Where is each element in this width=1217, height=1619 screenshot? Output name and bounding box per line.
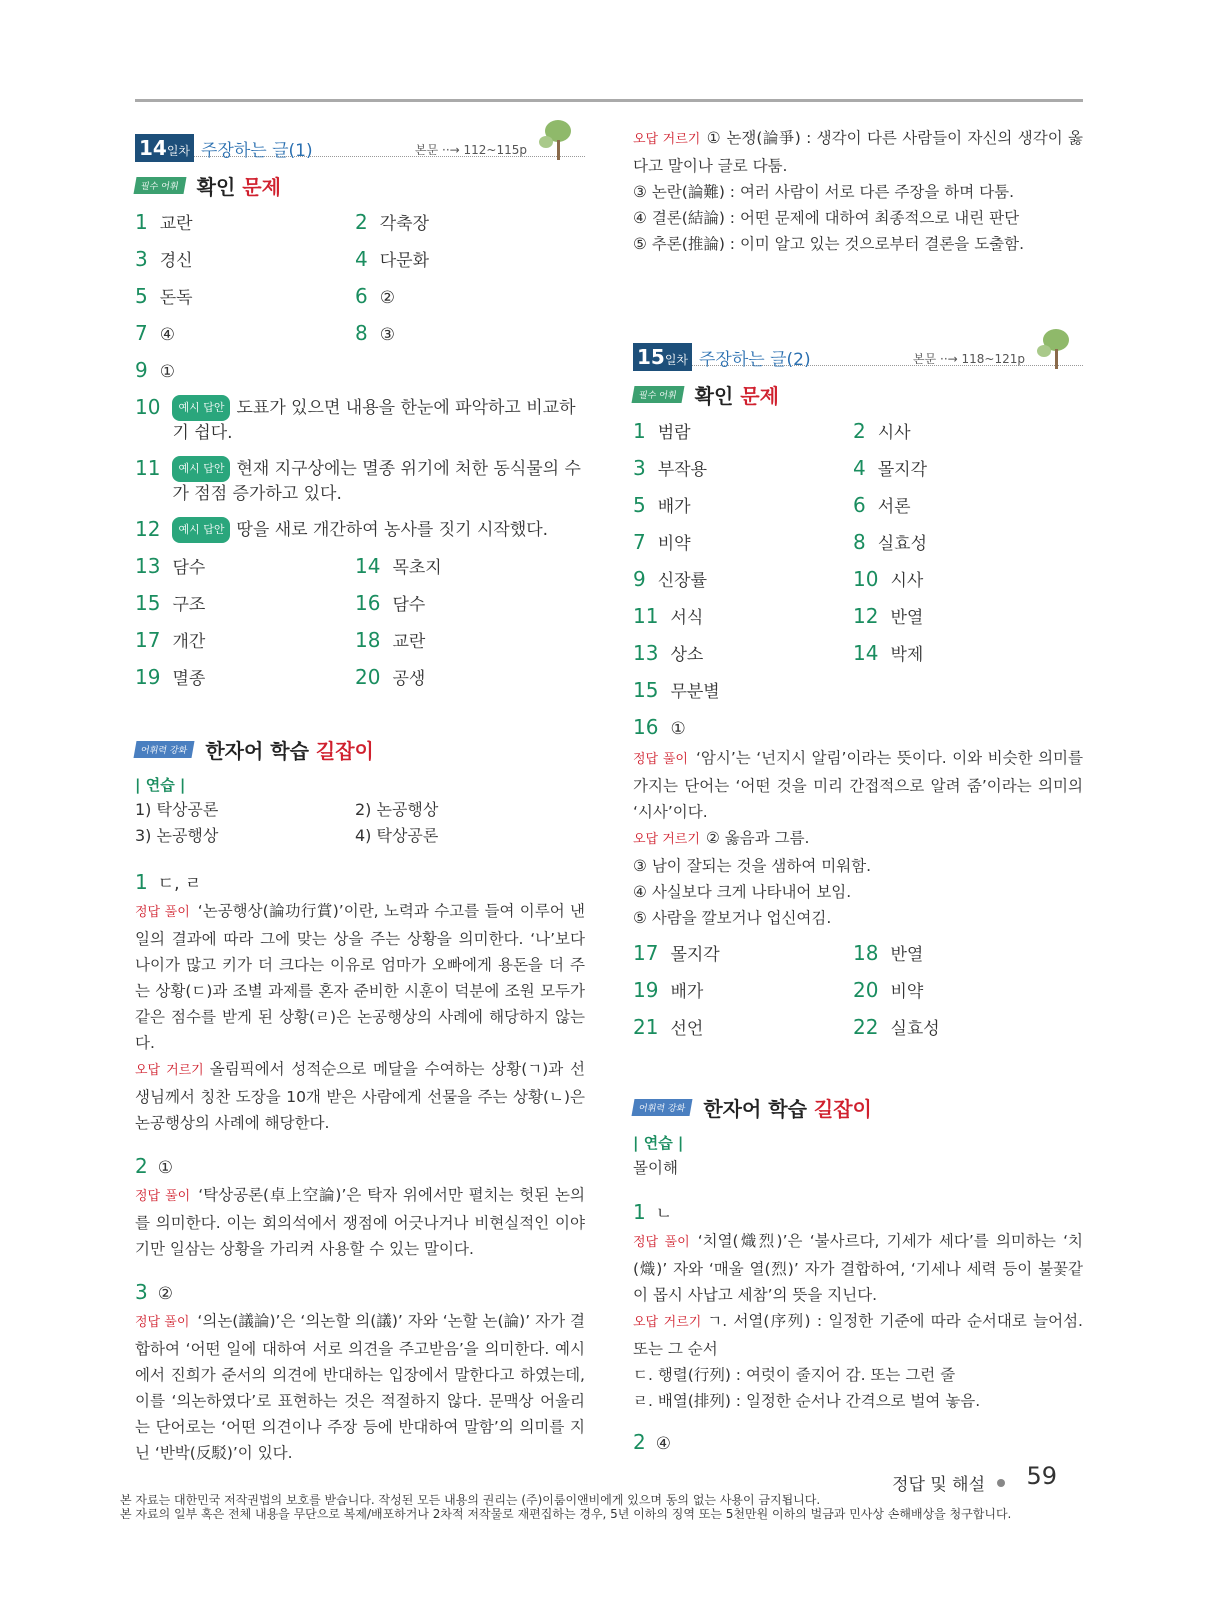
day-badge: 14일차 [135,134,194,162]
explanation: 정답 풀이 ‘치열(熾烈)’은 ‘불사르다, 기세가 세다’를 의미하는 ‘치(熾)’ 자와 ‘매울 열(烈)’ 자가 결합하여, ‘기세나 세력 등이 불꽃같이 몹시 사납고 세참’의 뜻을 지닌다. [633,1232,1083,1304]
page-reference: 본문 ··→ 118~121p [913,352,1025,366]
answer-item: 16 ① [633,715,686,739]
answer-grid [135,554,585,691]
answer-item: 20 비약 [853,978,924,1002]
answer-item: 4 다문화 [355,247,430,271]
explanation: 정답 풀이 ‘암시’는 ‘넌지시 알림’이라는 뜻이다. 이와 비슷한 의미를 가지는 단어는 ‘어떤 것을 미리 간접적으로 알려 줌’이라는 의미의 ‘시사’이다. [633,749,1083,821]
answer-item: 21 선언 [633,1015,704,1039]
wrong-answer-line: ⑤ 사람을 깔보거나 업신여김. [633,909,832,927]
answer-item: 19 멸종 [135,665,206,689]
section-title: 확인 문제 [196,175,281,199]
answer-item: 6 ② [355,284,395,308]
right-column [633,125,1083,1458]
day-badge: 15일차 [633,343,692,371]
explanation: 정답 풀이 ‘논공행상(論功行賞)’이란, 노력과 수고를 들여 이루어 낸 일의 결과에 따라 그에 맞는 상을 주는 상황을 의미한다. ‘나’보다 나이가 많고 키가 더 크다는 이유로 엄마가 오빠에게 용돈을 더 주는 상황(ㄷ)과 조별 과제를 혼자 준비한 시훈이 덕분에 조원 모두가 같은 점수를 받게 된 상황(ㄹ)은 논공행상의 사례에 해당하지 않는다. [135,902,585,1052]
answer-item: 15 무분별 [633,678,720,702]
answer-item: 19 배가 [633,978,704,1002]
section-title: 한자어 학습 길잡이 [703,1097,872,1121]
section-tag: 필수 어휘 [632,386,685,403]
section-header [135,171,585,200]
answer-item: 5 돈독 [135,284,193,308]
section-header [135,735,585,764]
section-header [633,380,1083,409]
wrong-answer-line: ④ 결론(結論) : 어떤 문제에 대하여 최종적으로 내린 판단 [633,209,1020,227]
explanation: 정답 풀이 ‘의논(議論)’은 ‘의논할 의(議)’ 자와 ‘논할 논(論)’ 자가 결합하여 ‘어떤 일에 대하여 서로 의견을 주고받음’을 의미한다. 예시에서 진희가 준서의 의견에 반대하는 입장에서 말한다고 하였는데, 이를 ‘의논하였다’로 표현하는 것은 적절하지 않다. 문맥상 어울리는 단어로는 ‘어떤 의견이나 주장 등에 반대하여 말함’의 의미를 지닌 ‘반박(反駁)’이 있다. [135,1312,585,1462]
answer-item: 3 경신 [135,247,193,271]
day-header [633,329,1083,370]
answer-item: 8 ③ [355,321,395,345]
footer-section: 정답 및 해설 [892,1470,1017,1495]
question-answer: 2 ① [135,1154,173,1178]
answer-item: 12 예시 답안 땅을 새로 개간하여 농사를 짓기 시작했다. [135,517,549,541]
explanation: 정답 풀이 ‘탁상공론(卓上空論)’은 탁자 위에서만 펼치는 헛된 논의를 의미한다. 이는 회의석에서 쟁점에 어긋나거나 비현실적인 이야기만 일삼는 상황을 가리켜 사용할 수 있는 말이다. [135,1186,585,1258]
answer-item: 22 실효성 [853,1015,940,1039]
answer-grid [633,419,1083,667]
answer-item: 11 서식 [633,604,704,628]
practice-answers: 1) 탁상공론 2) 논공행상 3) 논공행상 4) 탁상공론 [135,800,439,845]
section-tag: 필수 어휘 [134,177,187,194]
day-title: 주장하는 글(1) [201,141,313,161]
wrong-answer-note: 오답 거르기 올림픽에서 성적순으로 메달을 수여하는 상황(ㄱ)과 선생님께서 칭찬 도장을 10개 받은 사람에게 선물을 주는 상황(ㄴ)은 논공행상의 사례에 해당한다. [135,1060,585,1132]
answer-item: 10 시사 [853,567,924,591]
answer-item: 18 교란 [355,628,426,652]
practice-label: | 연습 | [633,1134,684,1152]
answer-item: 13 상소 [633,641,704,665]
wrong-answer-line: ③ 남이 잘되는 것을 샘하여 미워함. [633,857,872,875]
answer-item: 1 범람 [633,419,691,443]
wrong-answer-note: 오답 거르기 ① 논쟁(論爭) : 생각이 다른 사람들이 자신의 생각이 옳다고 말이나 글로 다툼. [633,129,1083,175]
left-column [135,120,585,1466]
answer-item: 20 공생 [355,665,426,689]
answer-item: 2 시사 [853,419,911,443]
section-title: 한자어 학습 길잡이 [205,739,374,763]
example-badge: 예시 답안 [172,517,230,543]
question-answer: 3 ② [135,1280,173,1304]
wrong-answer-line: ㄷ. 행렬(行列) : 여럿이 줄지어 감. 또는 그런 줄 [633,1366,956,1384]
answer-item: 14 목초지 [355,554,442,578]
wrong-answer-line: ③ 논란(論難) : 여러 사람이 서로 다른 주장을 하며 다툼. [633,183,1014,201]
wrong-answer-note: 오답 거르기 ② 옳음과 그름. [633,829,810,847]
answer-item: 17 개간 [135,628,206,652]
section-header [633,1093,1083,1122]
section-tag: 어휘력 강화 [134,741,195,758]
question-answer: 1 ㄷ, ㄹ [135,870,202,894]
answer-item: 16 담수 [355,591,426,615]
day-title: 주장하는 글(2) [699,350,811,370]
answer-item: 17 몰지각 [633,941,720,965]
answer-item: 7 ④ [135,321,175,345]
bullet-dot [997,1479,1005,1487]
section-tag: 어휘력 강화 [632,1099,693,1116]
answer-item: 9 신장률 [633,567,708,591]
answer-item: 12 반열 [853,604,924,628]
page-number: 59 [1026,1462,1057,1490]
answer-item: 10 예시 답안 도표가 있으면 내용을 한눈에 파악하고 비교하기 쉽다. [135,395,576,443]
answer-item: 11 예시 답안 현재 지구상에는 멸종 위기에 처한 동식물의 수가 점점 증가하고 있다. [135,456,581,504]
day-header [135,120,585,161]
page-reference: 본문 ··→ 112~115p [415,143,527,157]
wrong-answer-note: 오답 거르기 ㄱ. 서열(序列) : 일정한 기준에 따라 순서대로 늘어섬. 또는 그 순서 [633,1312,1083,1358]
answer-item: 8 실효성 [853,530,928,554]
answer-item: 4 몰지각 [853,456,928,480]
practice-answer: 몰이해 [633,1159,678,1177]
tree-icon [1041,329,1071,369]
top-rule [135,99,1083,102]
wrong-answer-line: ㄹ. 배열(排列) : 일정한 순서나 간격으로 벌여 놓음. [633,1392,981,1410]
section-title: 확인 문제 [694,384,779,408]
answer-item: 1 교란 [135,210,193,234]
answer-item: 9 ① [135,358,175,382]
answer-item: 14 박제 [853,641,924,665]
answer-item: 18 반열 [853,941,924,965]
answer-item: 3 부작용 [633,456,708,480]
example-badge: 예시 답안 [172,395,230,421]
answer-item: 13 담수 [135,554,206,578]
answer-item: 6 서론 [853,493,911,517]
question-answer: 1 ㄴ [633,1200,673,1224]
example-badge: 예시 답안 [172,456,230,482]
answer-item: 5 배가 [633,493,691,517]
copyright-notice: 본 자료는 대한민국 저작권법의 보호를 받습니다. 작성된 모든 내용의 권리는 (주)이룸이앤비에게 있으며 동의 없는 사용이 금지됩니다. 본 자료의 일부 혹은 전체 내용을 무단으로 복제/배포하거나 2차적 저작물로 재편집하는 경우, 5년 이하의 징역 또는 5천만원 이하의 벌금과 민사상 손해배상을 청구합니다. [120,1493,1012,1521]
answer-grid [633,941,1083,1041]
question-answer: 2 ④ [633,1430,671,1454]
answer-item: 2 각축장 [355,210,430,234]
answer-item: 7 비약 [633,530,691,554]
answer-item: 15 구조 [135,591,206,615]
practice-label: | 연습 | [135,776,186,794]
tree-icon [543,120,573,160]
wrong-answer-line: ⑤ 추론(推論) : 이미 알고 있는 것으로부터 결론을 도출함. [633,235,1025,253]
wrong-answer-line: ④ 사실보다 크게 나타내어 보임. [633,883,852,901]
answer-grid [135,210,585,347]
